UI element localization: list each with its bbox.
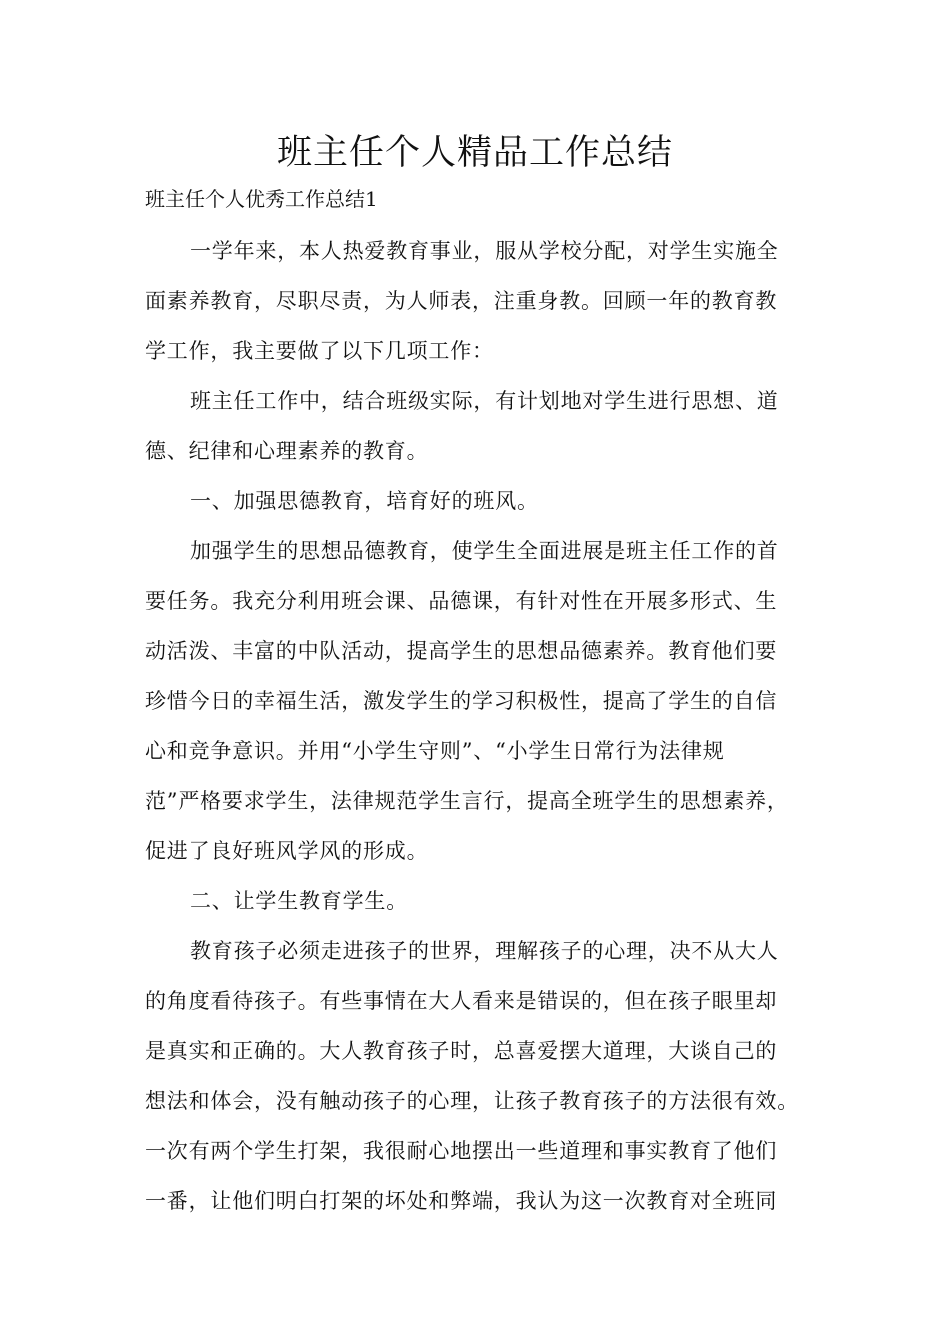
text-line: 想法和体会，没有触动孩子的心理，让孩子教育孩子的方法很有效。 bbox=[145, 1089, 799, 1113]
document-title: 班主任个人精品工作总结 bbox=[276, 133, 673, 173]
text-line: 的角度看待孩子。有些事情在大人看来是错误的，但在孩子眼里却 bbox=[145, 989, 778, 1013]
section-heading: 一、加强思德教育，培育好的班风。 bbox=[190, 489, 539, 513]
document-body bbox=[145, 226, 825, 1226]
text-line: 范”严格要求学生，法律规范学生言行，提高全班学生的思想素养， bbox=[145, 789, 789, 813]
text-line: 要任务。我充分利用班会课、品德课，有针对性在开展多形式、生 bbox=[145, 589, 778, 613]
text-line: 加强学生的思想品德教育，使学生全面进展是班主任工作的首 bbox=[190, 539, 779, 563]
section-heading: 二、让学生教育学生。 bbox=[190, 889, 408, 913]
text-line: 教育孩子必须走进孩子的世界，理解孩子的心理，决不从大人 bbox=[190, 939, 779, 963]
document-subtitle: 班主任个人优秀工作总结1 bbox=[145, 187, 378, 211]
text-line: 珍惜今日的幸福生活，激发学生的学习积极性，提高了学生的自信 bbox=[145, 689, 778, 713]
text-line: 一学年来，本人热爱教育事业，服从学校分配，对学生实施全 bbox=[190, 239, 779, 263]
text-line: 德、纪律和心理素养的教育。 bbox=[145, 439, 429, 463]
text-line: 心和竞争意识。并用“小学生守则”、“小学生日常行为法律规 bbox=[145, 739, 725, 763]
text-line: 一次有两个学生打架，我很耐心地摆出一些道理和事实教育了他们 bbox=[145, 1139, 778, 1163]
text-line: 动活泼、丰富的中队活动，提高学生的思想品德素养。教育他们要 bbox=[145, 639, 778, 663]
text-line: 是真实和正确的。大人教育孩子时，总喜爱摆大道理，大谈自己的 bbox=[145, 1039, 778, 1063]
text-line: 面素养教育，尽职尽责，为人师表，注重身教。回顾一年的教育教 bbox=[145, 289, 778, 313]
text-line: 一番，让他们明白打架的坏处和弊端，我认为这一次教育对全班同 bbox=[145, 1189, 778, 1213]
text-line: 班主任工作中，结合班级实际，有计划地对学生进行思想、道 bbox=[190, 389, 779, 413]
text-line: 学工作，我主要做了以下几项工作： bbox=[145, 339, 494, 363]
text-line: 促进了良好班风学风的形成。 bbox=[145, 839, 429, 863]
